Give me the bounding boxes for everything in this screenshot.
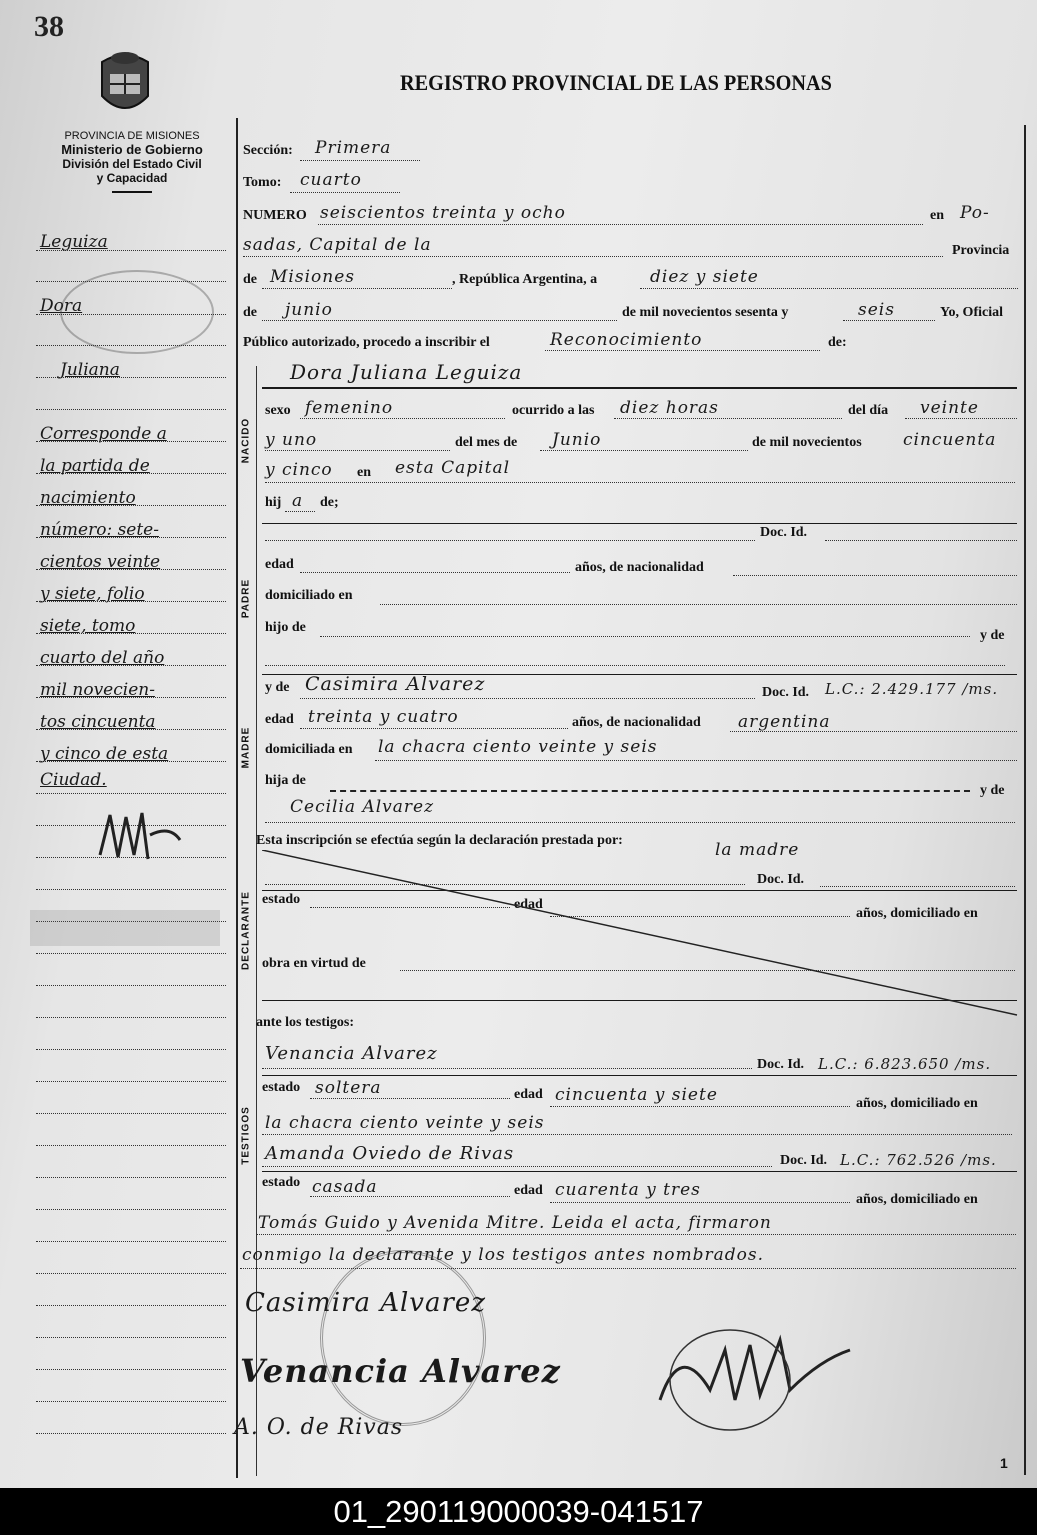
madre-y-de-label: y de — [265, 680, 290, 695]
declarante-anos-dom-label: años, domiciliado en — [856, 906, 978, 921]
signature-venancia: Venancia Alvarez — [240, 1352, 561, 1390]
testigo1-doc-value: L.C.: 6.823.650 /ms. — [818, 1055, 992, 1073]
division-label: División del Estado Civil — [62, 157, 202, 171]
side-label-madre: MADRE — [240, 726, 252, 769]
margin-note-3: Corresponde a — [40, 424, 167, 444]
testigo2-dom-value: Tomás Guido y Avenida Mitre. Leida el acta, firmaron — [258, 1213, 772, 1233]
testigo1-edad-value: cincuenta y siete — [555, 1085, 718, 1105]
testigo1-estado-value: soltera — [315, 1078, 382, 1098]
margin-note-6: número: sete- — [40, 520, 159, 540]
margin-note-13: y cinco de esta — [40, 744, 169, 764]
testigo1-estado-label: estado — [262, 1080, 301, 1095]
dia-nac-value: veinte — [920, 398, 979, 418]
madre-hija-de-dashes — [330, 790, 970, 792]
dia-nac2-value: y uno — [265, 430, 318, 450]
madre-anos-nac-label: años, de nacionalidad — [572, 715, 701, 730]
declarante-obra-label: obra en virtud de — [262, 956, 366, 971]
official-round-seal — [320, 1250, 486, 1426]
scan-id-footer: 01_290119000039-041517 — [0, 1488, 1037, 1535]
sexo-value: femenino — [305, 398, 394, 418]
testigo1-edad-label: edad — [514, 1087, 543, 1102]
tomo-label: Tomo: — [243, 175, 282, 190]
closing-value: conmigo la declarante y los testigos antes nombrados. — [242, 1245, 765, 1265]
margin-note-2: Juliana — [60, 360, 120, 380]
side-label-declarante: DECLARANTE — [240, 891, 252, 970]
signature-casimira: Casimira Alvarez — [245, 1288, 487, 1318]
del-mes-label: del mes de — [455, 435, 518, 450]
de2-label: de — [243, 305, 257, 320]
provincia-value: Misiones — [270, 267, 355, 287]
sexo-label: sexo — [265, 403, 291, 418]
testigo2-doc-value: L.C.: 762.526 /ms. — [840, 1151, 997, 1169]
ocurrido-label: ocurrido a las — [512, 403, 595, 418]
city-value: sadas, Capital de la — [243, 235, 432, 255]
mes-nac-value: Junio — [552, 430, 602, 450]
page-number: 38 — [34, 10, 64, 43]
bottom-number: 1 — [1000, 1455, 1008, 1471]
margin-note-11: mil novecien- — [40, 680, 155, 700]
hij-label: hij — [265, 495, 282, 510]
padre-edad-label: edad — [265, 557, 294, 572]
anio-nac-value: cincuenta — [903, 430, 997, 450]
padre-y-de-label: y de — [980, 628, 1005, 643]
margin-note-14: Ciudad. — [40, 770, 107, 790]
padre-doc-label: Doc. Id. — [760, 525, 808, 540]
yo-oficial-label: Yo, Oficial — [940, 305, 1003, 320]
ministry-label: Ministerio de Gobierno — [61, 142, 203, 157]
seccion-value: Primera — [315, 138, 392, 158]
numero-value: seiscientos treinta y ocho — [320, 203, 566, 223]
en-label: en — [357, 465, 371, 480]
en-value: Po- — [960, 203, 990, 223]
anio-nac2-value: y cinco — [265, 460, 333, 480]
republica-label: , República Argentina, a — [452, 272, 598, 287]
testigo1-dom-value: la chacra ciento veinte y seis — [265, 1113, 545, 1133]
madre-doc-value: L.C.: 2.429.177 /ms. — [825, 680, 999, 698]
madre-y-de2-label: y de — [980, 783, 1005, 798]
testigo1-anos-dom-label: años, domiciliado en — [856, 1096, 978, 1111]
testigo2-estado-value: casada — [312, 1177, 378, 1197]
nombre-value: Dora Juliana Leguiza — [290, 360, 523, 384]
coat-of-arms-icon — [96, 48, 154, 120]
testigo1-doc-label: Doc. Id. — [757, 1057, 805, 1072]
hij-suffix-value: a — [292, 491, 304, 511]
capacity-label: y Capacidad — [96, 171, 168, 185]
inscripcion-label: Esta inscripción se efectúa según la declaración prestada por: — [256, 833, 623, 848]
margin-stamp — [30, 910, 220, 946]
margin-signature-icon — [90, 795, 190, 885]
left-header — [36, 130, 228, 193]
en-label: en — [930, 208, 944, 223]
testigo1-nombre-value: Venancia Alvarez — [265, 1043, 438, 1064]
padre-hijo-de-label: hijo de — [265, 620, 306, 635]
publico-label: Público autorizado, procedo a inscribir el — [243, 335, 490, 350]
mil-novecientos-sesenta-label: de mil novecientos sesenta y — [622, 305, 789, 320]
madre-nombre-value: Casimira Alvarez — [305, 673, 486, 695]
margin-note-12: tos cincuenta — [40, 712, 156, 732]
margin-note-8: y siete, folio — [40, 584, 145, 604]
madre-nac-value: argentina — [738, 712, 831, 732]
document-title: REGISTRO PROVINCIAL DE LAS PERSONAS — [400, 70, 832, 95]
declarante-doc-label: Doc. Id. — [757, 872, 805, 887]
testigo2-nombre-value: Amanda Oviedo de Rivas — [265, 1143, 515, 1164]
dia-value: diez y siete — [650, 267, 759, 287]
anio-value: seis — [858, 300, 895, 320]
testigo2-doc-label: Doc. Id. — [780, 1153, 828, 1168]
madre-domicilio-label: domiciliada en — [265, 742, 353, 757]
declarante-strike-line — [262, 850, 1022, 1020]
madre-hija-de-value: Cecilia Alvarez — [290, 797, 435, 817]
side-label-padre: PADRE — [240, 578, 252, 619]
mes-value: junio — [285, 300, 333, 320]
acto-value: Reconocimiento — [550, 330, 703, 350]
de-colon-label: de: — [828, 335, 847, 350]
provincia-label: Provincia — [952, 243, 1010, 258]
declarante-estado-label: estado — [262, 892, 301, 907]
testigo2-anos-dom-label: años, domiciliado en — [856, 1192, 978, 1207]
side-label-nacido: NACIDO — [240, 417, 252, 464]
testigo2-edad-label: edad — [514, 1183, 543, 1198]
madre-edad-label: edad — [265, 712, 294, 727]
declarante-edad-label: edad — [514, 897, 543, 912]
declarante-value: la madre — [715, 840, 800, 860]
tomo-value: cuarto — [300, 170, 362, 190]
madre-edad-value: treinta y cuatro — [308, 707, 459, 727]
hora-value: diez horas — [620, 398, 719, 418]
padre-domicilio-label: domiciliado en — [265, 588, 353, 603]
numero-label: NUMERO — [243, 208, 307, 223]
margin-note-10: cuarto del año — [40, 648, 165, 668]
province-label: PROVINCIA DE MISIONES — [64, 130, 200, 142]
margin-note-0: Leguiza — [40, 232, 108, 252]
margin-note-4: la partida de — [40, 456, 150, 476]
margin-note-7: cientos veinte — [40, 552, 161, 572]
testigo2-edad-value: cuarenta y tres — [555, 1180, 701, 1200]
madre-hija-de-label: hija de — [265, 773, 306, 788]
madre-dom-value: la chacra ciento veinte y seis — [378, 737, 658, 757]
de-label: de — [243, 272, 257, 287]
official-signature-icon — [650, 1320, 870, 1440]
margin-note-1: Dora — [40, 296, 83, 316]
del-dia-label: del día — [848, 403, 889, 418]
mil-nov-label: de mil novecientos — [752, 435, 862, 450]
margin-note-5: nacimiento — [40, 488, 136, 508]
seccion-label: Sección: — [243, 143, 293, 158]
margin-round-stamp — [60, 270, 214, 354]
side-label-testigos: TESTIGOS — [240, 1106, 252, 1165]
testigo2-estado-label: estado — [262, 1175, 301, 1190]
de-semi-label: de; — [320, 495, 339, 510]
margin-note-9: siete, tomo — [40, 616, 136, 636]
ante-testigos-label: ante los testigos: — [256, 1015, 354, 1030]
padre-anos-nac-label: años, de nacionalidad — [575, 560, 704, 575]
signature-rivas: A. O. de Rivas — [234, 1415, 404, 1440]
madre-doc-label: Doc. Id. — [762, 685, 810, 700]
lugar-value: esta Capital — [395, 458, 511, 478]
